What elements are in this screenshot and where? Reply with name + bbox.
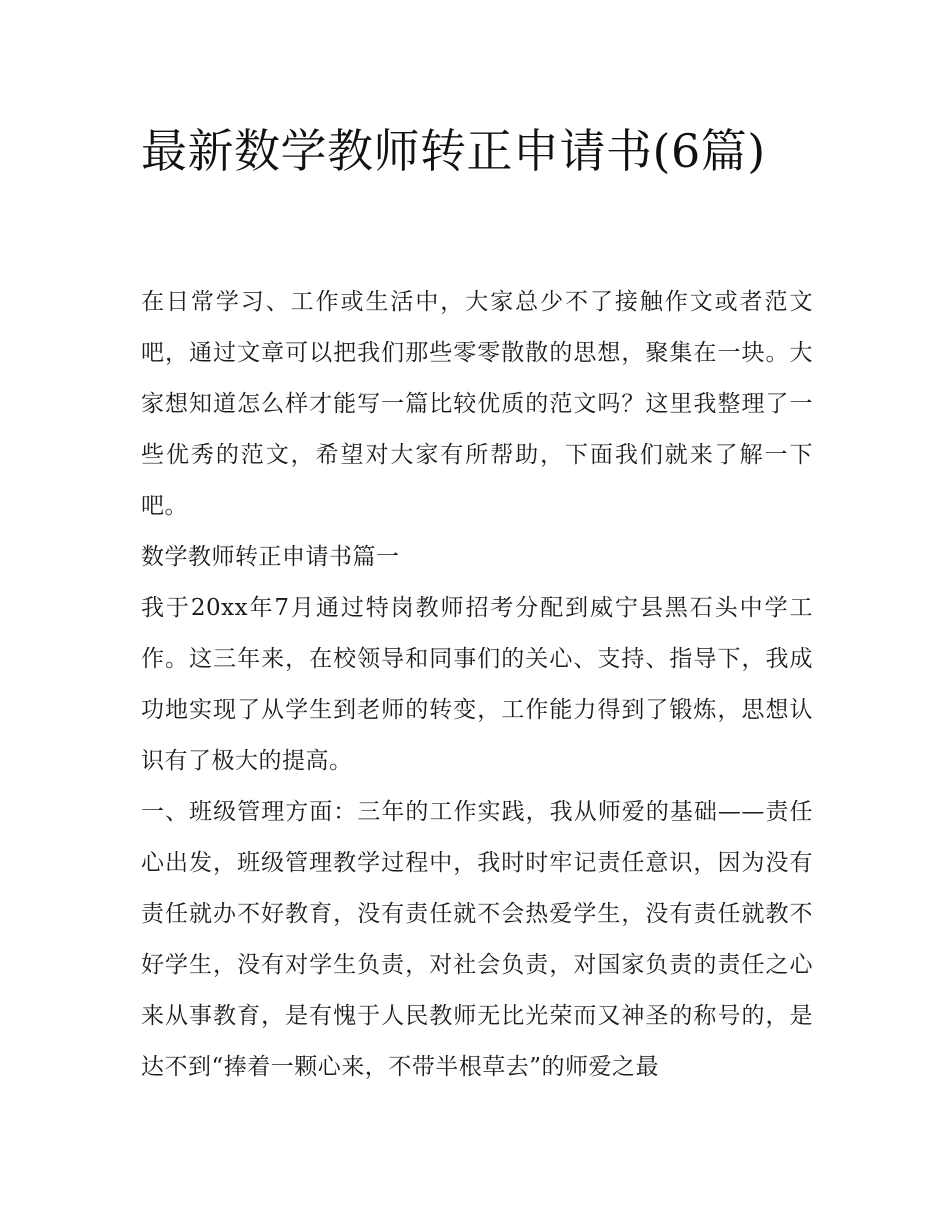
body-paragraph: 一、班级管理方面：三年的工作实践，我从师爱的基础——责任心出发，班级管理教学过程中，我时时牢记责任意识，因为没有责任就办不好教育，没有责任就不会热爱学生，没有责任就教不好学生，没有对学生负责，对社会负责，对国家负责的责任之心来从事教育，是有愧于人民教师无比光荣而又神圣的称号的，是达不到“捧着一颗心来，不带半根草去”的师爱之最 xyxy=(141,799,813,1080)
document-title: 最新数学教师转正申请书(6篇) xyxy=(141,124,766,178)
section-heading: 数学教师转正申请书篇一 xyxy=(141,544,400,570)
body-paragraph: 我于20xx年7月通过特岗教师招考分配到威宁县黑石头中学工作。这三年来，在校领导和同事们的关心、支持、指导下，我成功地实现了从学生到老师的转变，工作能力得到了锻炼，思想认识有了极大的提高。 xyxy=(141,595,813,774)
intro-paragraph: 在日常学习、工作或生活中，大家总少不了接触作文或者范文吧，通过文章可以把我们那些零零散散的思想，聚集在一块。大家想知道怎么样才能写一篇比较优质的范文吗？这里我整理了一些优秀的范文，希望对大家有所帮助，下面我们就来了解一下吧。 xyxy=(141,289,813,519)
document-body xyxy=(141,277,813,1093)
